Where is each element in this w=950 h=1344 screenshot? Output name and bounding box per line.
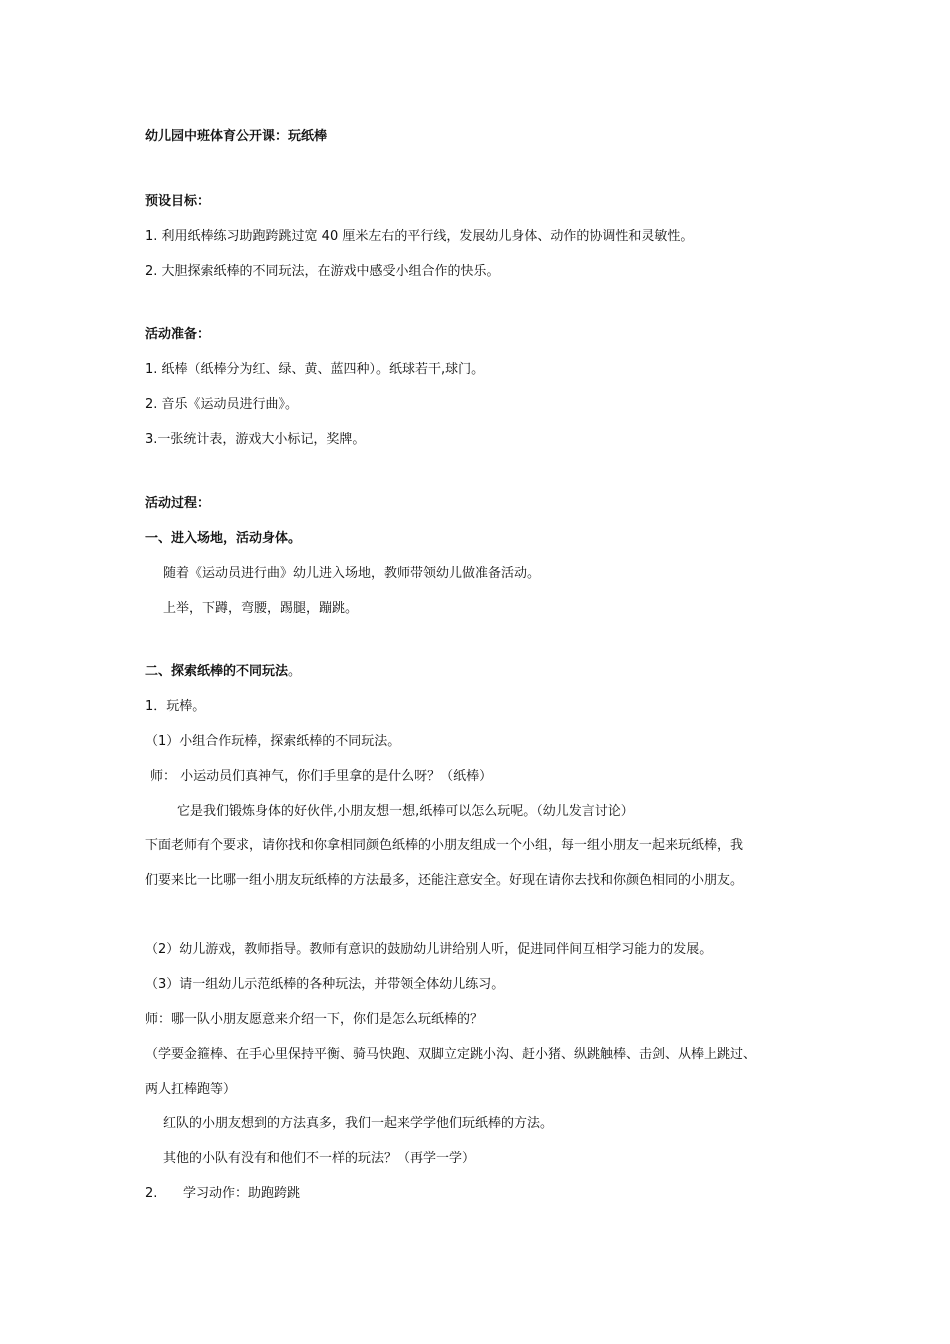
part1-line-2: 上举，下蹲，弯腰，踢腿，蹦跳。 xyxy=(163,601,359,616)
prep-item-3: 3.一张统计表，游戏大小标记，奖牌。 xyxy=(145,432,366,447)
prep-item-2: 2. 音乐《运动员进行曲》。 xyxy=(145,397,299,412)
goal-item-2: 2. 大胆探索纸棒的不同玩法，在游戏中感受小组合作的快乐。 xyxy=(145,264,500,279)
part1-line-1: 随着《运动员进行曲》幼儿进入场地，教师带领幼儿做准备活动。 xyxy=(163,566,541,581)
part2-line-6: （2）幼儿游戏，教师指导。教师有意识的鼓励幼儿讲给别人听，促进同伴间互相学习能力的发展。 xyxy=(145,942,713,957)
step-1: 1．玩棒。 xyxy=(145,699,206,714)
part2-line-7: （3）请一组幼儿示范纸棒的各种玩法，并带领全体幼儿练习。 xyxy=(145,977,505,992)
process-heading: 活动过程： xyxy=(145,496,211,511)
goals-heading: 预设目标： xyxy=(145,194,211,209)
prep-item-1: 1. 纸棒（纸棒分为红、绿、黄、蓝四种）。纸球若干,球门。 xyxy=(145,362,485,377)
part2-line-12: 其他的小队有没有和他们不一样的玩法？（再学一学） xyxy=(163,1151,476,1166)
prep-heading: 活动准备： xyxy=(145,327,211,342)
part2-line-11: 红队的小朋友想到的方法真多，我们一起来学学他们玩纸棒的方法。 xyxy=(163,1116,554,1131)
goal-item-1: 1. 利用纸棒练习助跑跨跳过宽 40 厘米左右的平行线，发展幼儿身体、动作的协调性和灵敏性。 xyxy=(145,229,694,244)
part2-line-2: 师： 小运动员们真神气，你们手里拿的是什么呀？（纸棒） xyxy=(150,769,493,784)
part2-line-3: 它是我们锻炼身体的好伙伴,小朋友想一想,纸棒可以怎么玩呢。（幼儿发言讨论） xyxy=(177,804,634,819)
part2-heading xyxy=(145,662,301,682)
step-2-number: 2. xyxy=(145,1186,158,1201)
document-title: 幼儿园中班体育公开课：玩纸棒 xyxy=(145,129,328,144)
part2-heading-text: 二、探索纸棒的不同玩法 xyxy=(145,664,289,679)
part1-heading: 一、进入场地，活动身体。 xyxy=(145,531,302,546)
part2-line-4: 下面老师有个要求，请你找和你拿相同颜色纸棒的小朋友组成一个小组，每一组小朋友一起来玩纸棒，我 xyxy=(145,838,744,853)
part2-line-9: （学要金箍棒、在手心里保持平衡、骑马快跑、双脚立定跳小沟、赶小猪、纵跳触棒、击剑、从棒上跳过、 xyxy=(145,1047,757,1062)
part2-line-8: 师：哪一队小朋友愿意来介绍一下，你们是怎么玩纸棒的？ xyxy=(145,1012,484,1027)
part2-line-1: （1）小组合作玩棒，探索纸棒的不同玩法。 xyxy=(145,734,401,749)
part2-heading-end: 。 xyxy=(288,664,302,679)
part2-line-10: 两人扛棒跑等） xyxy=(145,1082,237,1097)
step-2-text: 学习动作：助跑跨跳 xyxy=(183,1186,301,1201)
part2-line-5: 们要来比一比哪一组小朋友玩纸棒的方法最多，还能注意安全。好现在请你去找和你颜色相同的小朋友。 xyxy=(145,873,744,888)
step-2 xyxy=(145,1184,300,1204)
